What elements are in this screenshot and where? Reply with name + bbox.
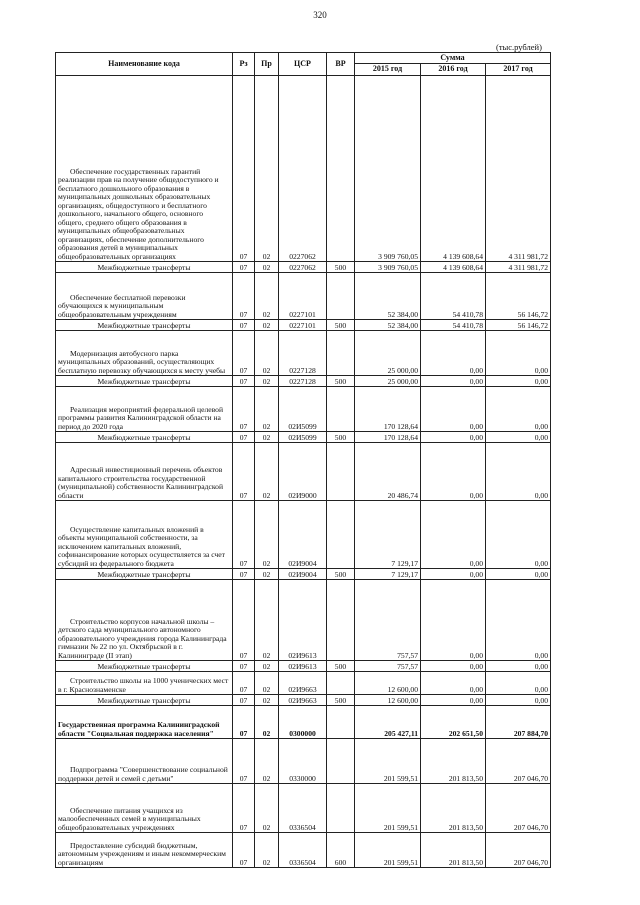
cell-csr: 02И9663 [279,695,327,706]
cell-s2017: 0,00 [486,331,551,376]
cell-s2017: 0,00 [486,580,551,661]
cell-s2017: 0,00 [486,695,551,706]
cell-s2017: 0,00 [486,501,551,569]
cell-s2015: 25 000,00 [355,331,421,376]
cell-s2015: 25 000,00 [355,376,421,387]
cell-rz: 07 [233,672,255,695]
cell-name: Модернизация автобусного парка муниципальных образований, осуществляющих бесплатную перевозку обучающихся к месту учебы [56,331,233,376]
cell-pr: 02 [255,262,279,273]
cell-pr: 02 [255,672,279,695]
table-row [56,331,551,376]
cell-s2015: 3 909 760,05 [355,262,421,273]
cell-csr: 02И5099 [279,432,327,443]
cell-s2016: 201 813,50 [421,739,486,784]
cell-pr: 02 [255,320,279,331]
cell-name: Реализация мероприятий федеральной целевой программы развития Калининградской области на период до 2020 года [56,387,233,432]
cell-rz: 07 [233,320,255,331]
units-label: (тыс.рублей) [496,42,542,52]
cell-s2015: 20 486,74 [355,443,421,501]
cell-vr [327,443,355,501]
cell-rz: 07 [233,76,255,262]
cell-s2017: 0,00 [486,432,551,443]
cell-s2016: 0,00 [421,376,486,387]
cell-vr: 500 [327,695,355,706]
cell-pr: 02 [255,443,279,501]
cell-csr: 0300000 [279,706,327,739]
cell-s2016: 201 813,50 [421,784,486,833]
cell-csr: 0227062 [279,262,327,273]
table-row [56,432,551,443]
cell-rz: 07 [233,784,255,833]
cell-s2017: 0,00 [486,443,551,501]
cell-csr: 0336504 [279,784,327,833]
cell-s2016: 0,00 [421,432,486,443]
cell-csr: 02И5099 [279,387,327,432]
cell-s2017: 207 046,70 [486,739,551,784]
cell-rz: 07 [233,833,255,868]
cell-s2017: 4 311 981,72 [486,262,551,273]
cell-pr: 02 [255,387,279,432]
cell-pr: 02 [255,273,279,320]
table-row [56,739,551,784]
cell-pr: 02 [255,569,279,580]
cell-csr: 0227062 [279,76,327,262]
cell-s2015: 205 427,11 [355,706,421,739]
table-row [56,387,551,432]
cell-s2015: 12 600,00 [355,695,421,706]
cell-pr: 02 [255,706,279,739]
cell-pr: 02 [255,76,279,262]
cell-vr: 500 [327,262,355,273]
cell-rz: 07 [233,739,255,784]
table-row [56,376,551,387]
cell-pr: 02 [255,784,279,833]
cell-s2016: 0,00 [421,569,486,580]
table-row [56,580,551,661]
cell-vr: 600 [327,833,355,868]
cell-pr: 02 [255,739,279,784]
cell-pr: 02 [255,833,279,868]
cell-csr: 02И9663 [279,672,327,695]
cell-name: Межбюджетные трансферты [56,661,233,672]
cell-csr: 02И9000 [279,443,327,501]
cell-csr: 0227101 [279,320,327,331]
cell-pr: 02 [255,376,279,387]
cell-name: Межбюджетные трансферты [56,569,233,580]
cell-s2016: 0,00 [421,387,486,432]
cell-name: Межбюджетные трансферты [56,432,233,443]
cell-s2016: 4 139 608,64 [421,76,486,262]
cell-pr: 02 [255,580,279,661]
table-row [56,695,551,706]
cell-name: Осуществление капитальных вложений в объекты муниципальной собственности, за исключением капитальных вложений, софинансирование которых осуществляется за счет субсидий из федерального бюджета [56,501,233,569]
cell-rz: 07 [233,706,255,739]
table-row [56,320,551,331]
cell-name: Строительство школы на 1000 ученических мест в г. Краснознаменске [56,672,233,695]
cell-pr: 02 [255,661,279,672]
header-rz: Рз [233,53,255,76]
header-2015: 2015 год [355,64,421,76]
cell-s2017: 4 311 981,72 [486,76,551,262]
cell-vr [327,331,355,376]
cell-pr: 02 [255,501,279,569]
cell-s2015: 757,57 [355,580,421,661]
cell-s2017: 56 146,72 [486,320,551,331]
cell-csr: 02И9004 [279,569,327,580]
cell-csr: 02И9613 [279,580,327,661]
cell-s2016: 0,00 [421,695,486,706]
cell-pr: 02 [255,695,279,706]
cell-s2015: 12 600,00 [355,672,421,695]
cell-s2017: 0,00 [486,376,551,387]
cell-s2016: 0,00 [421,661,486,672]
table-row [56,501,551,569]
cell-s2015: 201 599,51 [355,784,421,833]
table-row [56,273,551,320]
table-row [56,262,551,273]
cell-name: Предоставление субсидий бюджетным, автономным учреждениям и иным некоммерческим организациям [56,833,233,868]
table-row [56,569,551,580]
cell-csr: 02И9613 [279,661,327,672]
cell-vr [327,273,355,320]
cell-s2016: 54 410,78 [421,273,486,320]
cell-s2015: 201 599,51 [355,833,421,868]
cell-s2017: 0,00 [486,672,551,695]
cell-s2016: 202 651,50 [421,706,486,739]
cell-vr [327,580,355,661]
table-body [56,76,551,868]
cell-rz: 07 [233,695,255,706]
cell-s2016: 0,00 [421,580,486,661]
cell-name: Межбюджетные трансферты [56,262,233,273]
cell-vr [327,501,355,569]
cell-s2015: 52 384,00 [355,273,421,320]
cell-rz: 07 [233,376,255,387]
cell-vr: 500 [327,661,355,672]
cell-s2015: 757,57 [355,661,421,672]
header-2016: 2016 год [421,64,486,76]
header-pr: Пр [255,53,279,76]
cell-rz: 07 [233,569,255,580]
cell-s2017: 207 884,70 [486,706,551,739]
cell-s2017: 0,00 [486,569,551,580]
cell-s2017: 0,00 [486,387,551,432]
cell-s2016: 54 410,78 [421,320,486,331]
cell-rz: 07 [233,432,255,443]
page-number: 320 [313,10,327,20]
cell-rz: 07 [233,273,255,320]
cell-name: Межбюджетные трансферты [56,695,233,706]
cell-name: Государственная программа Калининградской области "Социальная поддержка населения" [56,706,233,739]
table-row [56,672,551,695]
cell-pr: 02 [255,432,279,443]
cell-s2015: 170 128,64 [355,387,421,432]
table-row [56,76,551,262]
cell-s2015: 52 384,00 [355,320,421,331]
cell-s2015: 3 909 760,05 [355,76,421,262]
cell-s2015: 7 129,17 [355,569,421,580]
cell-csr: 02И9004 [279,501,327,569]
cell-name: Обеспечение бесплатной перевозки обучающихся к муниципальным общеобразовательным учреждениям [56,273,233,320]
cell-vr [327,739,355,784]
cell-s2017: 207 046,70 [486,784,551,833]
header-sum: Сумма [355,53,551,64]
cell-csr: 0330000 [279,739,327,784]
cell-vr: 500 [327,376,355,387]
cell-name: Адресный инвестиционный перечень объектов капитального строительства государственной (муниципальной) собственности Калининградской области [56,443,233,501]
cell-pr: 02 [255,331,279,376]
cell-s2015: 170 128,64 [355,432,421,443]
table-row [56,661,551,672]
cell-vr [327,672,355,695]
cell-name: Подпрограмма "Совершенствование социальной поддержки детей и семей с детьми" [56,739,233,784]
cell-s2016: 0,00 [421,331,486,376]
cell-csr: 0227128 [279,331,327,376]
cell-rz: 07 [233,661,255,672]
cell-vr: 500 [327,320,355,331]
cell-s2017: 207 046,70 [486,833,551,868]
cell-vr [327,387,355,432]
cell-csr: 0227101 [279,273,327,320]
cell-vr [327,784,355,833]
header-name: Наименование кода [56,53,233,76]
table-row [56,784,551,833]
cell-s2016: 4 139 608,64 [421,262,486,273]
cell-rz: 07 [233,443,255,501]
cell-vr: 500 [327,569,355,580]
cell-name: Межбюджетные трансферты [56,320,233,331]
cell-vr [327,706,355,739]
cell-vr [327,76,355,262]
cell-s2016: 0,00 [421,501,486,569]
cell-rz: 07 [233,387,255,432]
cell-s2016: 0,00 [421,672,486,695]
cell-name: Межбюджетные трансферты [56,376,233,387]
cell-rz: 07 [233,580,255,661]
cell-rz: 07 [233,331,255,376]
cell-s2017: 0,00 [486,661,551,672]
cell-s2015: 201 599,51 [355,739,421,784]
header-vr: ВР [327,53,355,76]
cell-csr: 0336504 [279,833,327,868]
cell-rz: 07 [233,262,255,273]
header-2017: 2017 год [486,64,551,76]
cell-s2016: 201 813,50 [421,833,486,868]
cell-s2016: 0,00 [421,443,486,501]
table-row [56,706,551,739]
cell-csr: 0227128 [279,376,327,387]
header-csr: ЦСР [279,53,327,76]
table-row [56,833,551,868]
cell-s2017: 56 146,72 [486,273,551,320]
cell-vr: 500 [327,432,355,443]
budget-table [55,52,551,868]
cell-name: Обеспечение государственных гарантий реализации прав на получение общедоступного и бесплатного дошкольного образования в муниципальных дошкольных образовательных организациях, общедоступного и бесплатного дошкольного, начального общего, основного общего, среднего общего образования в муниципальных общеобразовательных организациях, обеспечение дополнительного образования детей в муниципальных общеобразовательных организациях [56,76,233,262]
cell-name: Обеспечение питания учащихся из малообеспеченных семей в муниципальных общеобразовательных учреждениях [56,784,233,833]
table-row [56,443,551,501]
cell-s2015: 7 129,17 [355,501,421,569]
cell-rz: 07 [233,501,255,569]
cell-name: Строительство корпусов начальной школы – детского сада муниципального автономного образовательного учреждения города Калининграда гимназии № 22 по ул. Октябрьской в г. Калининграде (II этап) [56,580,233,661]
